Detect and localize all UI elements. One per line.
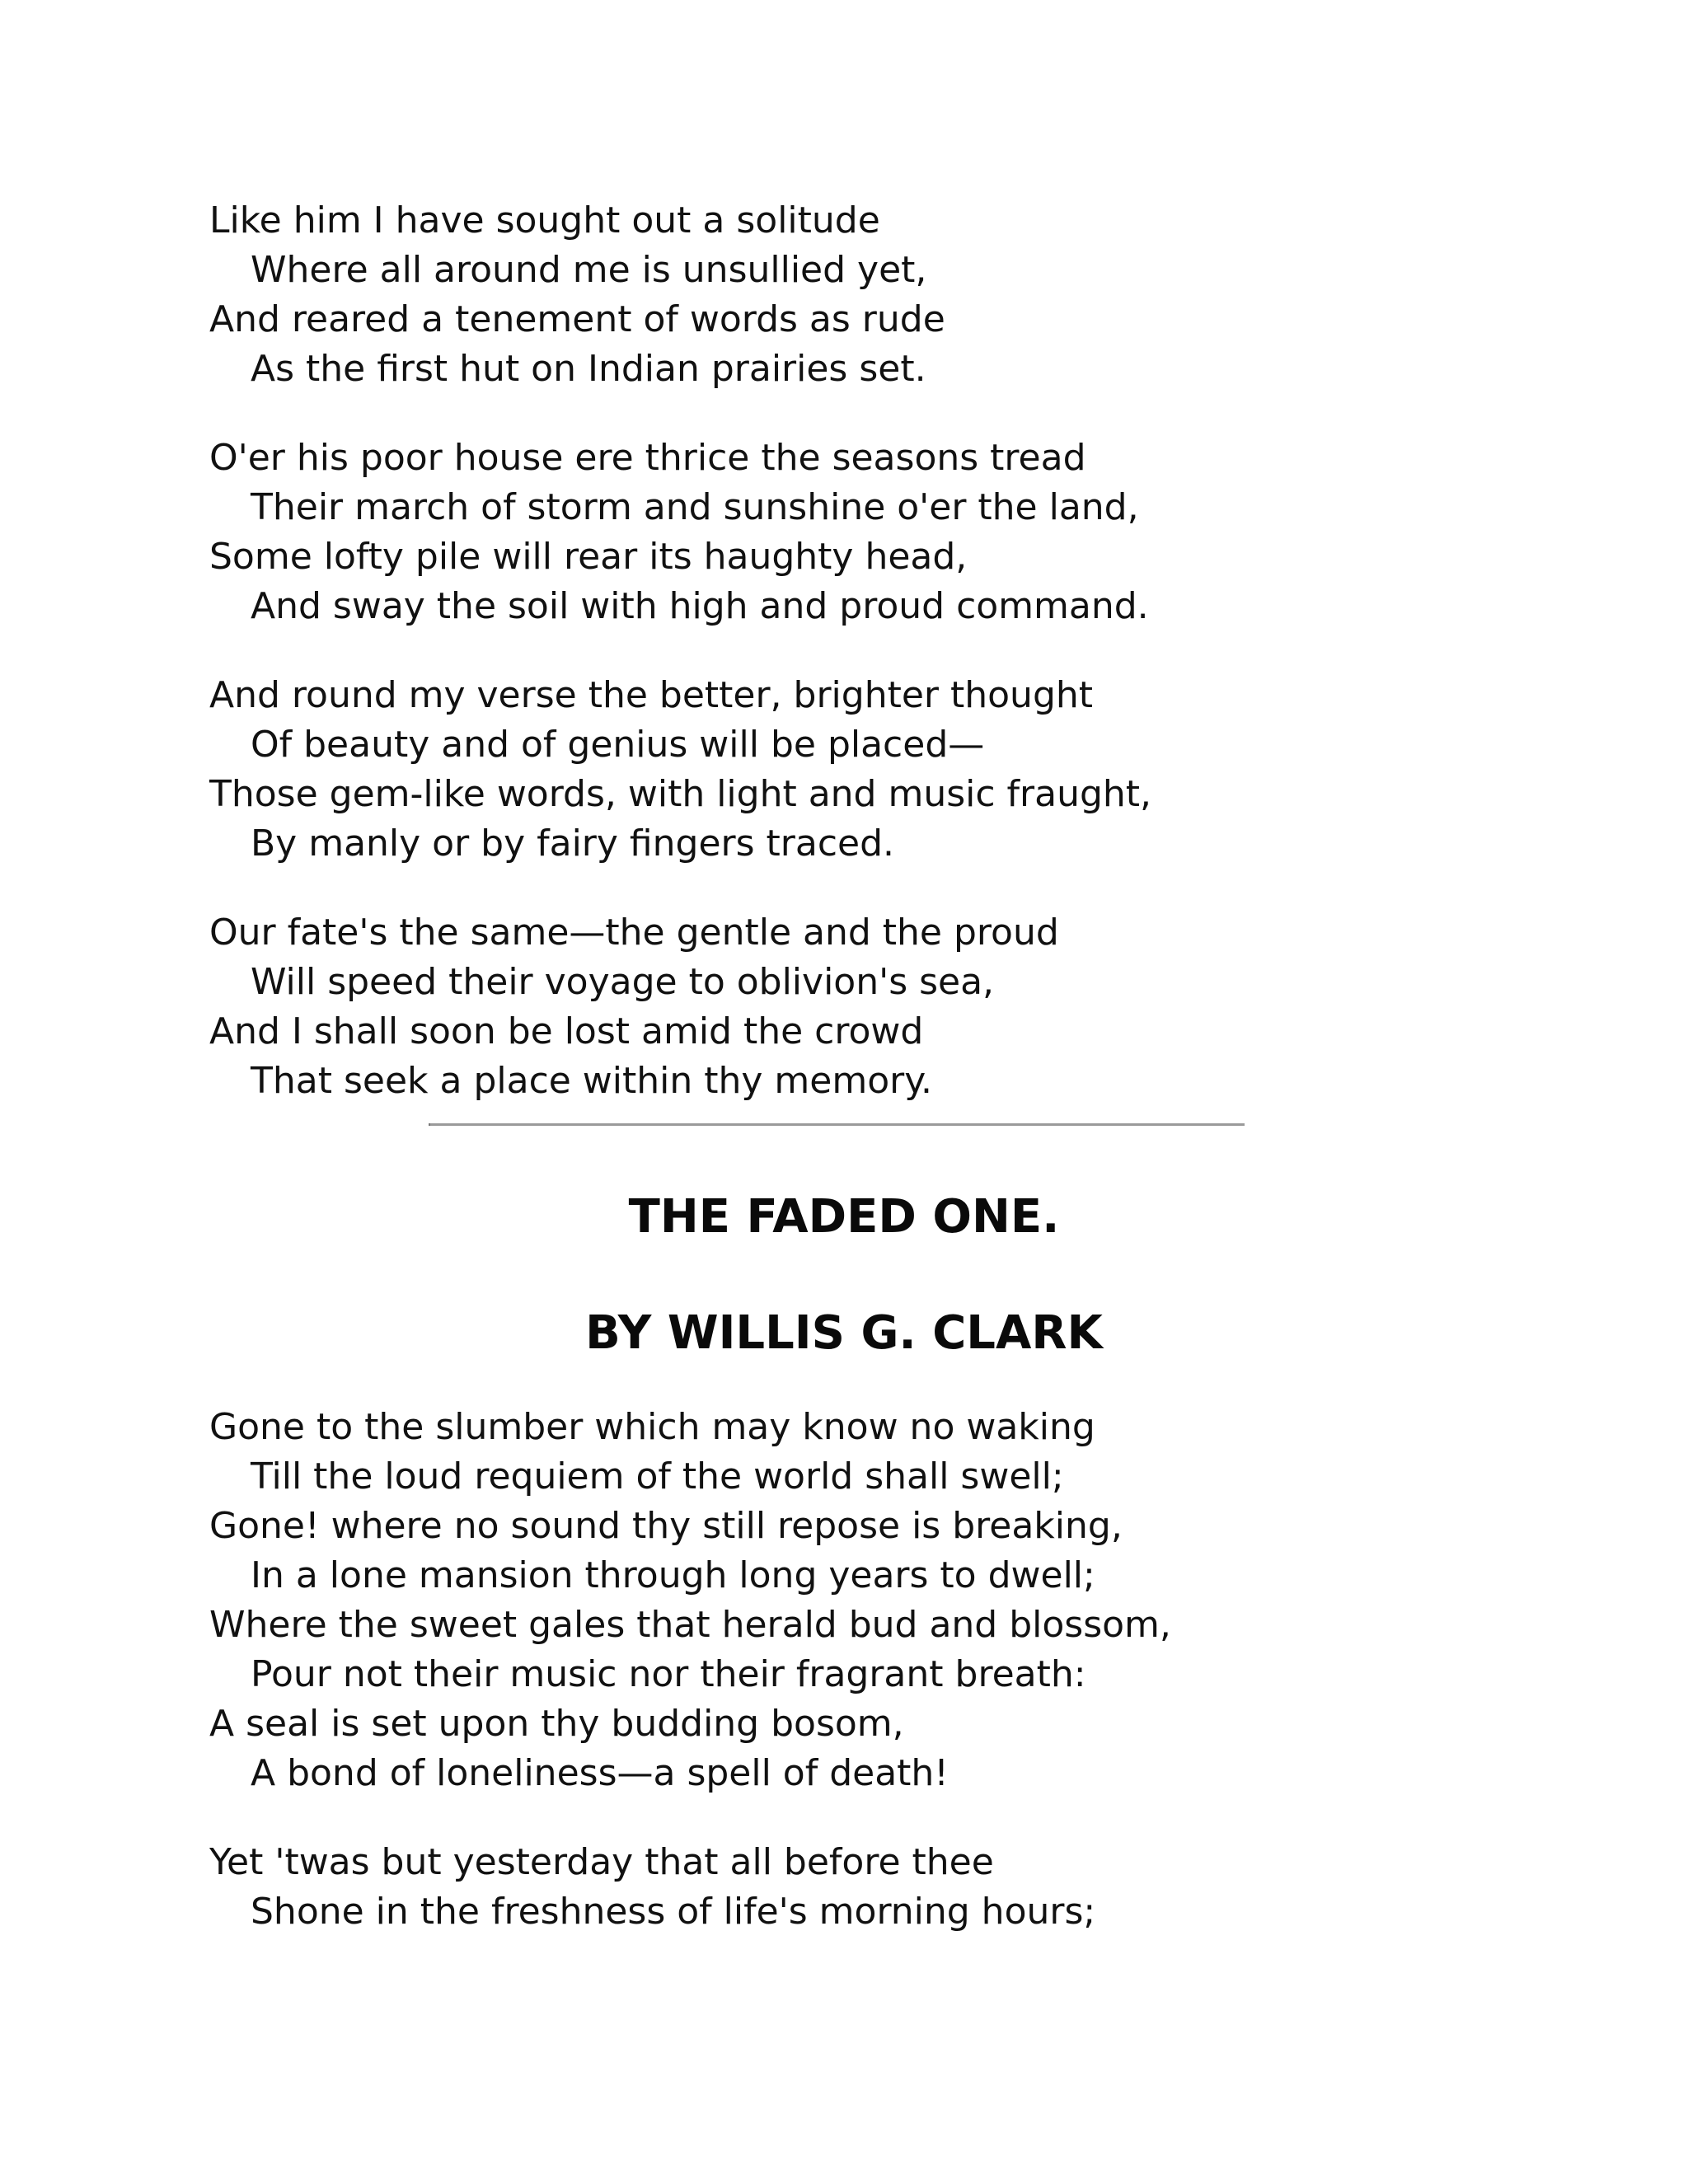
- verse-line: By manly or by fairy fingers traced.: [251, 823, 894, 865]
- stanza: [209, 1403, 1569, 1798]
- verse-line: Like him I have sought out a solitude: [209, 199, 880, 241]
- verse-line: A bond of loneliness—a spell of death!: [251, 1752, 949, 1794]
- verse-line: O'er his poor house ere thrice the seasons tread: [209, 437, 1086, 479]
- verse-line: And sway the soil with high and proud command.: [251, 585, 1149, 627]
- verse-line: Some lofty pile will rear its haughty head,: [209, 536, 968, 578]
- verse-line: Where the sweet gales that herald bud and blossom,: [209, 1604, 1171, 1646]
- verse-line: And round my verse the better, brighter thought: [209, 674, 1094, 716]
- stanza: [209, 1838, 1569, 1937]
- stanza: [209, 671, 1569, 869]
- stanza: [209, 908, 1569, 1106]
- second-poem: [209, 1403, 1569, 1976]
- verse-line: Where all around me is unsullied yet,: [251, 249, 927, 291]
- verse-line: As the first hut on Indian prairies set.: [251, 348, 926, 390]
- verse-line: Yet 'twas but yesterday that all before thee: [209, 1841, 994, 1883]
- verse-line: Shone in the freshness of life's morning hours;: [251, 1891, 1096, 1933]
- verse-line: Gone to the slumber which may know no waking: [209, 1406, 1095, 1448]
- verse-line: Their march of storm and sunshine o'er the land,: [251, 486, 1139, 528]
- verse-line: In a lone mansion through long years to dwell;: [251, 1554, 1095, 1596]
- verse-line: Of beauty and of genius will be placed—: [251, 724, 985, 766]
- first-poem: [209, 196, 1569, 1146]
- verse-line: A seal is set upon thy budding bosom,: [209, 1703, 904, 1745]
- section-divider: [429, 1123, 1245, 1126]
- verse-line: That seek a place within thy memory.: [251, 1060, 932, 1102]
- stanza: [209, 434, 1569, 631]
- verse-line: Pour not their music nor their fragrant breath:: [251, 1653, 1086, 1695]
- verse-line: And I shall soon be lost amid the crowd: [209, 1010, 924, 1052]
- verse-line: And reared a tenement of words as rude: [209, 298, 945, 340]
- verse-line: Our fate's the same—the gentle and the proud: [209, 912, 1059, 954]
- poem-title: THE FADED ONE.: [628, 1190, 1060, 1244]
- verse-line: Till the loud requiem of the world shall swell;: [251, 1455, 1064, 1497]
- verse-line: Will speed their voyage to oblivion's sea,: [251, 961, 995, 1003]
- verse-line: Those gem-like words, with light and music fraught,: [209, 773, 1152, 815]
- stanza: [209, 196, 1569, 394]
- verse-line: Gone! where no sound thy still repose is breaking,: [209, 1505, 1123, 1547]
- poem-author: BY WILLIS G. CLARK: [585, 1306, 1103, 1360]
